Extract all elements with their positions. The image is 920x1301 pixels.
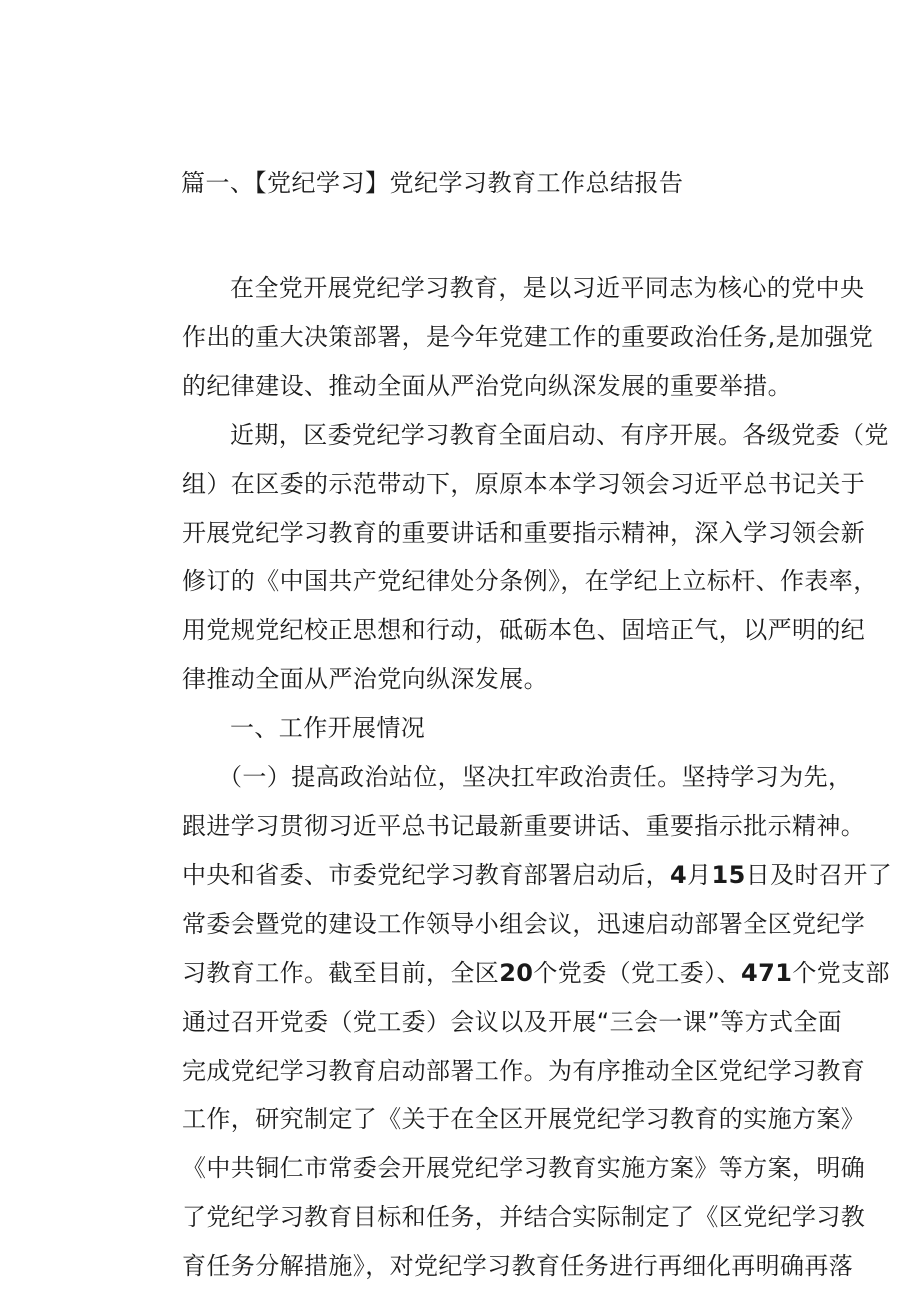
text-line: 近期，区委党纪学习教育全面启动、有序开展。各级党委（党 xyxy=(230,420,889,449)
paragraph-intro xyxy=(134,264,874,411)
text-line: 育任务分解措施》，对党纪学习教育任务进行再细化再明确再落 xyxy=(182,1252,854,1281)
document-body xyxy=(134,264,893,1291)
text-line: 的纪律建设、推动全面从严治党向纵深发展的重要举措。 xyxy=(182,371,792,400)
text-line: 用党规党纪校正思想和行动，砥砺本色、固培正气，以严明的纪 xyxy=(182,616,866,645)
text-segment: 个党支部 xyxy=(792,958,890,987)
paragraph-recent xyxy=(134,411,889,704)
text-segment: 月 xyxy=(687,860,712,889)
section-heading-text: 一、工作开展情况 xyxy=(230,714,426,743)
text-segment: 个党委（党工委）、 xyxy=(533,958,742,987)
subsection-body xyxy=(134,753,893,1291)
text-line: 修订的《中国共产党纪律处分条例》，在学纪上立标杆、作表率， xyxy=(182,567,878,596)
text-line: 组）在区委的示范带动下，原原本本学习领会习近平总书记关于 xyxy=(182,469,866,498)
text-line: 完成党纪学习教育启动部署工作。为有序推动全区党纪学习教育 xyxy=(182,1056,866,1085)
text-segment: 习教育工作。截至目前，全区 xyxy=(182,958,500,987)
date-day: 15 xyxy=(711,860,746,889)
text-line: 在全党开展党纪学习教育，是以习近平同志为核心的党中央 xyxy=(230,274,865,302)
text-line: 作出的重大决策部署，是今年党建工作的重要政治任务,是加强党 xyxy=(182,322,874,351)
text-line: 常委会暨党的建设工作领导小组会议，迅速启动部署全区党纪学 xyxy=(182,909,866,938)
text-line: 了党纪学习教育目标和任务，并结合实际制定了《区党纪学习教 xyxy=(182,1203,866,1232)
document-title: 篇一、【党纪学习】党纪学习教育工作总结报告 xyxy=(181,169,684,197)
text-segment: 日及时召开了 xyxy=(745,860,893,889)
section-heading xyxy=(134,704,796,753)
text-segment: 中央和省委、市委党纪学习教育部署启动后， xyxy=(182,860,670,889)
text-line: 《中共铜仁市常委会开展党纪学习教育实施方案》等方案，明确 xyxy=(182,1154,866,1183)
text-line: 开展党纪学习教育的重要讲话和重要指示精神，深入学习领会新 xyxy=(182,518,866,547)
text-line: 跟进学习贯彻习近平总书记最新重要讲话、重要指示批示精神。 xyxy=(182,811,866,840)
text-line: 律推动全面从严治党向纵深发展。 xyxy=(182,665,548,694)
text-line: 通过召开党委（党工委）会议以及开展“三会一课”等方式全面 xyxy=(182,1007,843,1036)
text-line xyxy=(134,851,893,900)
count-party-branches: 471 xyxy=(741,958,793,987)
text-line xyxy=(134,949,890,998)
date-month: 4 xyxy=(670,860,688,889)
count-party-committees: 20 xyxy=(499,958,534,987)
subsection-heading-line: （一）提高政治站位，坚决扛牢政治责任。坚持学习为先， xyxy=(218,763,853,792)
text-line: 工作，研究制定了《关于在全区开展党纪学习教育的实施方案》 xyxy=(182,1105,866,1134)
